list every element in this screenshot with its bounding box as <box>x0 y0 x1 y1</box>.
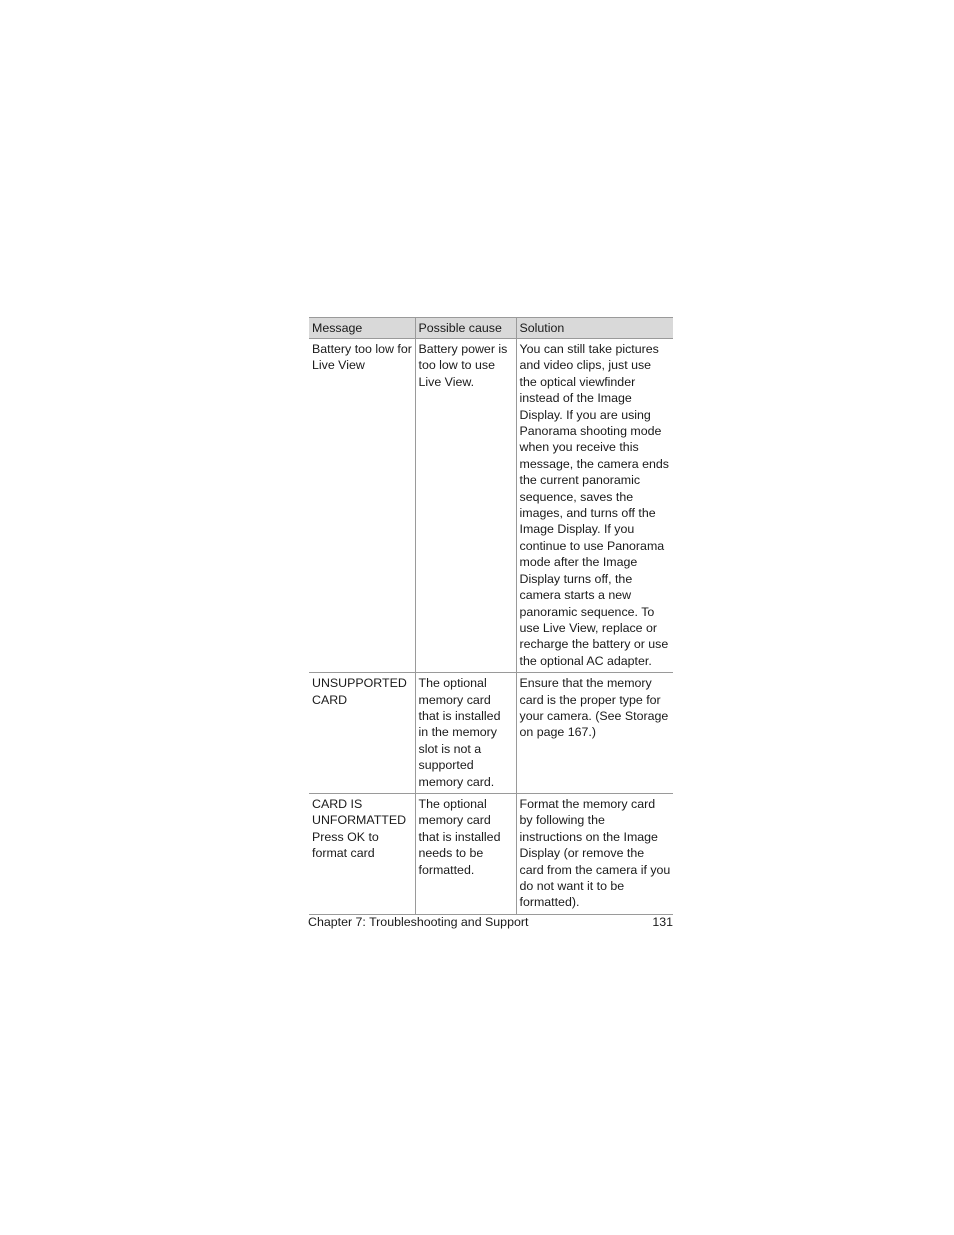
header-solution: Solution <box>516 318 673 339</box>
footer-chapter-title: Chapter 7: Troubleshooting and Support <box>308 915 529 929</box>
message-cell: CARD IS UNFORMATTED Press OK to format card <box>309 793 415 914</box>
header-message: Message <box>309 318 415 339</box>
header-possible-cause: Possible cause <box>415 318 516 339</box>
table-header-row <box>309 318 673 339</box>
footer-page-number: 131 <box>652 915 673 929</box>
cause-cell: The optional memory card that is installed in the memory slot is not a supported memory card. <box>415 673 516 794</box>
solution-cell: You can still take pictures and video clips, just use the optical viewfinder instead of the Image Display. If you are using Panorama shooting mode when you receive this message, the camera ends the current panoramic sequence, saves the images, and turns off the Image Display. If you continue to use Panorama mode after the Image Display turns off, the camera starts a new panoramic sequence. To use Live View, replace or recharge the battery or use the optional AC adapter. <box>516 339 673 673</box>
message-cell: UNSUPPORTED CARD <box>309 673 415 794</box>
table-row <box>309 793 673 914</box>
cause-cell: Battery power is too low to use Live View. <box>415 339 516 673</box>
message-cell: Battery too low for Live View <box>309 339 415 673</box>
troubleshooting-table-container <box>309 317 673 915</box>
troubleshooting-table <box>309 317 673 915</box>
solution-cell: Format the memory card by following the instructions on the Image Display (or remove the card from the camera if you do not want it to be formatted). <box>516 793 673 914</box>
table-row <box>309 673 673 794</box>
page-footer <box>308 915 673 929</box>
solution-cell: Ensure that the memory card is the proper type for your camera. (See Storage on page 167.) <box>516 673 673 794</box>
table-row <box>309 339 673 673</box>
cause-cell: The optional memory card that is installed needs to be formatted. <box>415 793 516 914</box>
